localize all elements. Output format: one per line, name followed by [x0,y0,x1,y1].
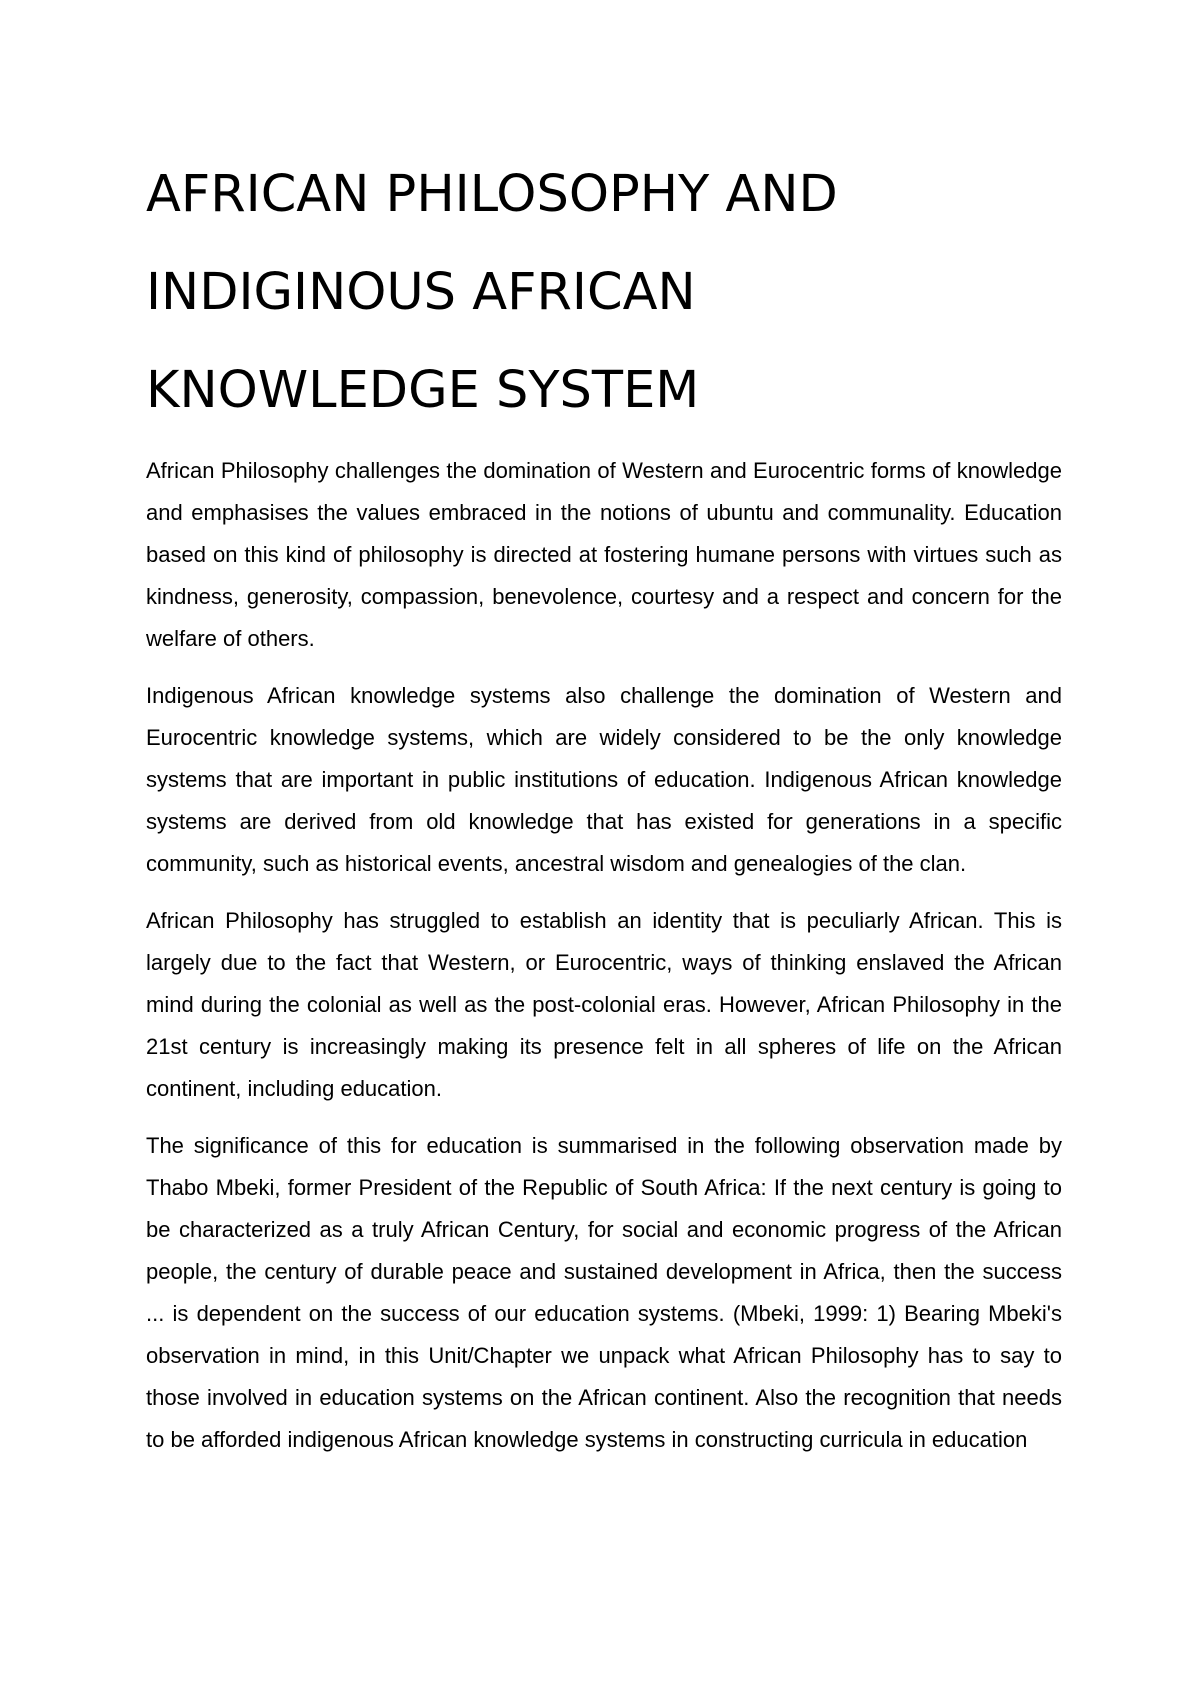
paragraph-2: Indigenous African knowledge systems also challenge the domination of Western and Eurocentric knowledge systems, which are widely considered to be the only knowledge systems that are important in public institutions of education. Indigenous African knowledge systems are derived from old knowledge that has existed for generations in a specific community, such as historical events, ancestral wisdom and genealogies of the clan. [146,683,1062,876]
title-line-2: INDIGINOUS AFRICAN [146,263,696,322]
title-line-1: AFRICAN PHILOSOPHY AND [146,165,838,224]
document-body [146,146,1062,1476]
paragraph-3: African Philosophy has struggled to establish an identity that is peculiarly African. This is largely due to the fact that Western, or Eurocentric, ways of thinking enslaved the African mind during the colonial as well as the post-colonial eras. However, African Philosophy in the 21st century is increasingly making its presence felt in all spheres of life on the African continent, including education. [146,908,1062,1101]
paragraph-4: The significance of this for education is summarised in the following observation made by Thabo Mbeki, former President of the Republic of South Africa: If the next century is going to be characterized as a truly African Century, for social and economic progress of the African people, the century of durable peace and sustained development in Africa, then the success ... is dependent on the success of our education systems. (Mbeki, 1999: 1) Bearing Mbeki's observation in mind, in this Unit/Chapter we unpack what African Philosophy has to say to those involved in education systems on the African continent. Also the recognition that needs to be afforded indigenous African knowledge systems in constructing curricula in education [146,1133,1062,1452]
paragraph-1: African Philosophy challenges the domination of Western and Eurocentric forms of knowledge and emphasises the values embraced in the notions of ubuntu and communality. Education based on this kind of philosophy is directed at fostering humane persons with virtues such as kindness, generosity, compassion, benevolence, courtesy and a respect and concern for the welfare of others. [146,458,1062,651]
title-line-3: KNOWLEDGE SYSTEM [146,361,700,420]
document-title [146,146,1062,440]
